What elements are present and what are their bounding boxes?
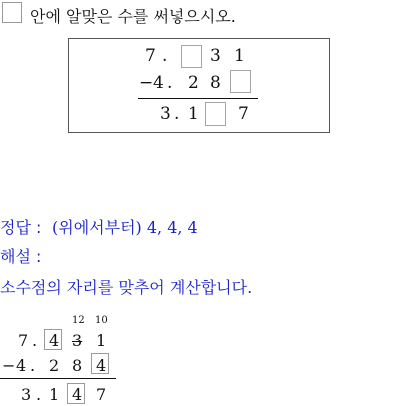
problem-digit: 3 [160,104,171,124]
solution-digit: 8 [72,356,83,375]
crossed-digit: 3 [72,331,83,350]
solution-digit: 1 [96,331,107,350]
minus-sign: − [2,356,16,375]
solution-decimal-point: . [36,385,42,404]
subtraction-line [138,98,258,99]
solution-digit: 4 [16,356,27,375]
explanation-text: 소수점의 자리를 맞추어 계산합니다. [0,278,253,297]
blank-box-icon [2,2,22,23]
problem-digit: 1 [234,46,245,66]
problem-digit: 3 [210,46,221,66]
solution-digit: 7 [18,331,29,350]
problem-digit: 7 [145,46,156,66]
borrow-number: 10 [95,315,108,326]
solution-answer-digit: 4 [72,385,83,404]
answer-blank-1[interactable] [181,45,202,68]
solution-subtraction-line [0,378,116,379]
problem-digit: 2 [188,73,199,93]
answer-blank-2[interactable] [230,70,251,93]
answer-blank-3[interactable] [205,102,226,126]
explanation-label: 해설 : [0,247,42,266]
answer-value: (위에서부터) 4, 4, 4 [52,218,198,237]
answer-label: 정답 : [0,218,42,237]
problem-decimal-point: . [162,46,168,66]
question-text: 안에 알맞은 수를 써넣으시오. [30,7,236,26]
solution-digit: 7 [96,385,107,404]
solution-decimal-point: . [30,356,36,375]
problem-digit: 7 [238,104,249,124]
problem-digit: 1 [188,104,199,124]
solution-answer-digit: 4 [49,331,60,350]
solution-digit: 2 [49,356,60,375]
problem-digit: 4 [153,73,164,93]
solution-digit: 3 [21,385,32,404]
problem-decimal-point: . [174,104,180,124]
borrow-number: 12 [72,315,85,326]
solution-decimal-point: . [32,331,38,350]
minus-sign: − [139,73,154,93]
solution-answer-digit: 4 [96,356,107,375]
problem-decimal-point: . [167,73,173,93]
solution-digit: 1 [49,385,60,404]
problem-digit: 8 [210,73,221,93]
